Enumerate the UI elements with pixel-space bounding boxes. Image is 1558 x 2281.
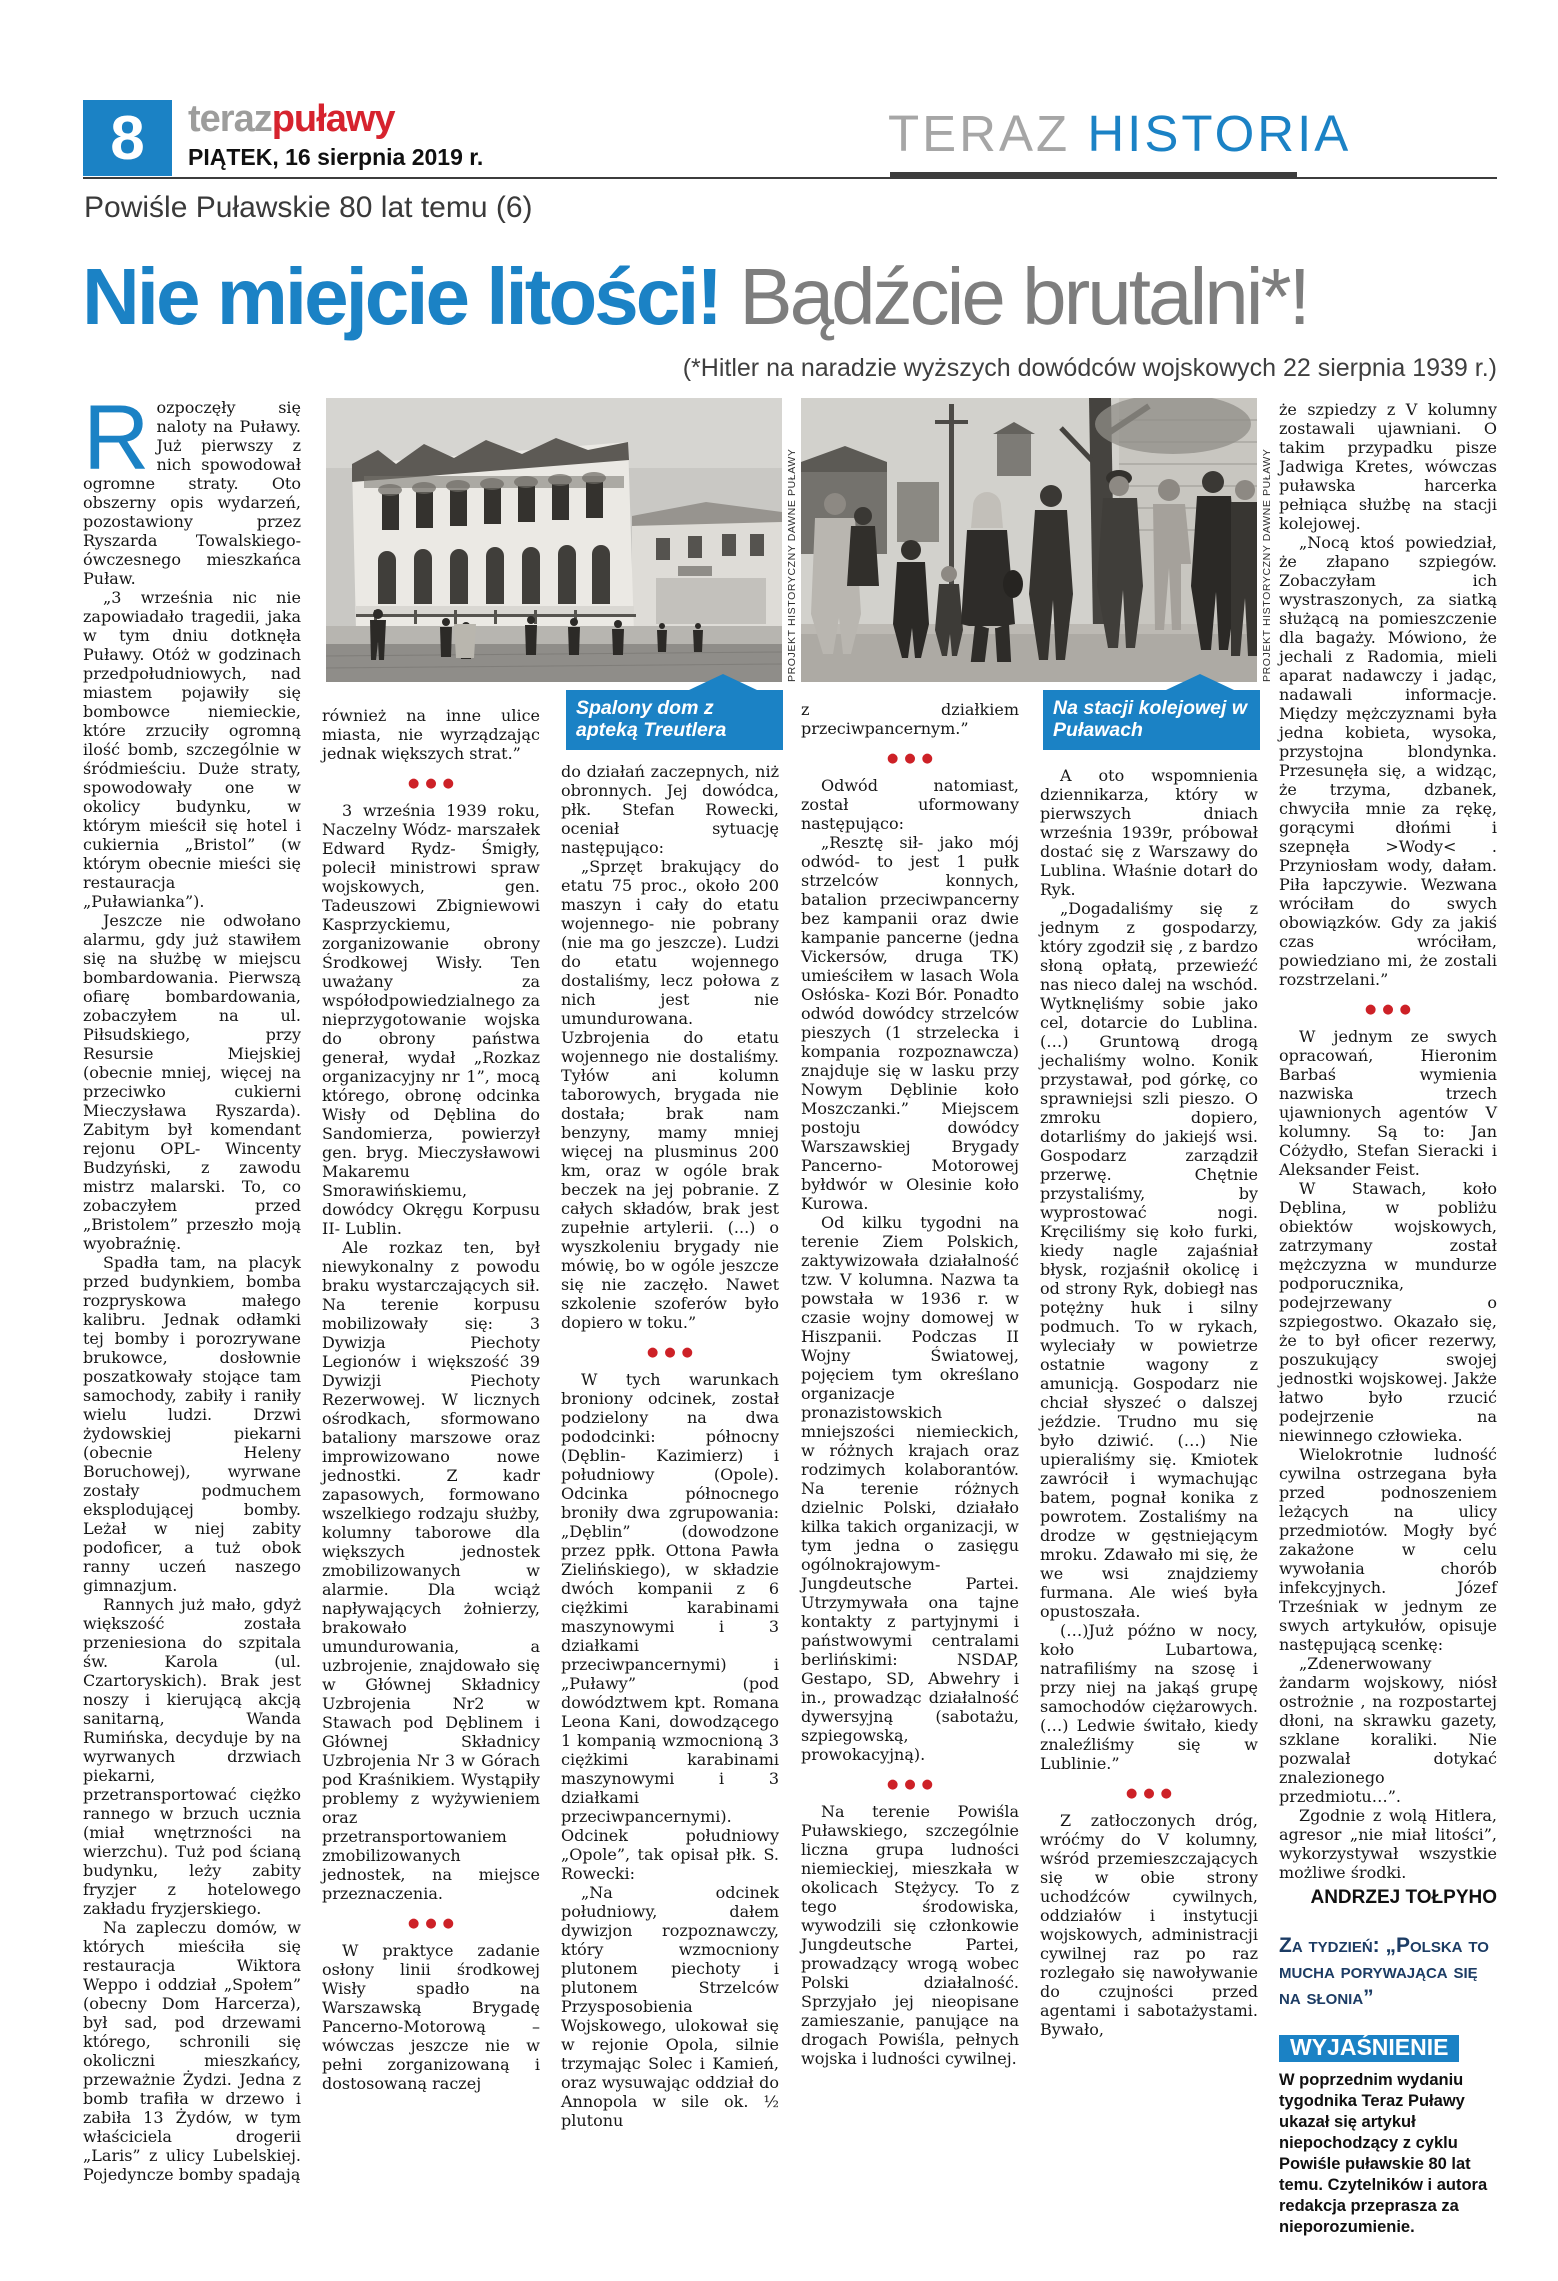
separator-dots: ●●● [1125, 1786, 1179, 1801]
article-paragraph: W praktyce zadanie osłony linii środkowej Wisły spadło na Warszawską Brygadę Pancerno-Motorową – wówczas jeszcze nie w pełni zorganizowaną i dostosowaną raczej [322, 1941, 540, 2093]
clarification-box-text: W poprzednim wydaniu tygodnika Teraz Puławy ukazał się artykuł niepochodzący z cyklu Powiśle puławskie 80 lat temu. Czytelników i autora redakcja przeprasza za nieporozumienie. [1279, 2071, 1488, 2236]
article-paragraph: Ale rozkaz ten, był niewykonalny z powodu braku wystarczających sił. Na terenie korpusu mobilizowały się: 3 Dywizja Piechoty Legionów i większość 39 Dywizji Piechoty Rezerwowej. W licznych ośrodkach, sformowano bataliony marszowe oraz improwizowano nowe jednostki. Z kadr zapasowych, formowano wszelkiego rodzaju służby, kolumny taborowe dla większych jednostek zmobilizowanych w alarmie. Dla wciąż napływających żołnierzy, brakowało umundurowania, a uzbrojenie, znajdowało się w Głównej Składnicy Uzbrojenia Nr2 w Stawach pod Dęblinem i Głównej Składnicy Uzbrojenia Nr 3 w Górach pod Kraśnikiem. Wystąpiły problemy z wyżywieniem oraz przetransportowaniem zmobilizowanych jednostek, na miejsce przeznaczenia. [322, 1238, 540, 1903]
series-kicker: Powiśle Puławskie 80 lat temu (6) [84, 191, 533, 224]
logo-teraz: teraz [188, 98, 272, 140]
article-paragraph: Wielokrotnie ludność cywilna ostrzegana była przed podnoszeniem leżących na ulicy przedmiotów. Mogły być zakażone w celu wywołania chorób infekcyjnych. Józef Trześniak w jednym ze swych artykułów, opisuje następującą scenkę: [1279, 1445, 1497, 1654]
headline-secondary: Bądźcie brutalni*! [720, 252, 1308, 341]
article-paragraph: również na inne ulice miasta, nie wyrządzając jednak większych strat.” [322, 706, 540, 763]
article-column-2 [322, 706, 540, 2093]
article-column-6 [1279, 400, 1497, 2238]
article-paragraph: Na zapleczu domów, w których mieściła się restauracja Wiktora Weppo i oddział „Społem” (obecny Dom Harcerza), był sad, pod drzewami którego, schronili się okoliczni mieszkańcy, przeważnie Żydzi. Jedna z bomb trafiła w drzewo i zabiła 13 Żydów, w tym właściciela drogerii „Laris” z ulicy Lubelskiej. Pojedyncze bomby spadają [83, 1918, 301, 2184]
page-number-box [83, 100, 172, 176]
photo-credit: PROJEKT HISTORYCZNY DAWNE PUŁAWY [1261, 448, 1273, 682]
article-column-1 [83, 387, 301, 2184]
article-paragraph: (…)Już późno w nocy, koło Lubartowa, natrafiliśmy na szosę i przy niej na jakąś grupę samochodów ciężarowych. (…) Ledwie świtało, kiedy znaleźliśmy się w Lublinie.” [1040, 1621, 1258, 1773]
article-paragraph: Rannych już mało, gdyż większość została przeniesiona do szpitala św. Karola (ul. Czartoryskich). Brak jest noszy i kierującą akcją sanitarną, Wanda Rumińska, decyduje by na wyrwanych drzwiach piekarni, przetransportować ciężko rannego w brzuch ucznia (miał wnętrzności na wierzchu). Tuż pod ścianą budynku, leży zabity fryzjer z hotelowego zakładu fryzjerskiego. [83, 1595, 301, 1918]
separator-dots: ●●● [646, 1345, 700, 1360]
separator-dots: ●●● [886, 751, 940, 766]
article-paragraph: do działań zaczepnych, niż obronnych. Jej dowódca, płk. Stefan Rowecki, oceniał sytuację następująco: [561, 762, 779, 857]
author-byline: ANDRZEJ TOŁPYHO [1310, 1887, 1497, 1908]
article-column-3 [561, 762, 779, 2130]
article-paragraph: „Dogadaliśmy się z jednym z gospodarzy, który zgodził się , z bardzo słoną opłatą, przewieźć nas nieco dalej na wschód. Wytknęliśmy sobie jako cel, dotarcie do Lublina. (…) Gruntową drogą jechaliśmy wolno. Konik przystawał, pod górkę, co sprawniejsi szli pieszo. O zmroku dopiero, dotarliśmy do jakiejś wsi. Gospodarz zarządził przerwę. Chętnie przystaliśmy, by wyprostować nogi. Kręciliśmy się koło furki, kiedy nagle zajaśniał błysk, rozjaśnił okolicę i od strony Ryk, dobiegł nas potężny huk i silny podmuch. To w rykach, wyleciały w powietrze ostatnie wagony z amunicją. Gospodarz nie chciał słyszeć o dalszej jeździe. Trudno mu się było dziwić. (…) Nie upieraliśmy się. Kmiotek zawrócił i wymachując batem, pognał konika z powrotem. Zostaliśmy na drodze w gęstniejącym mroku. Zdawało mi się, że we wsi znajdziemy furmana. Ale wieś była opustoszała. [1040, 899, 1258, 1621]
article-paragraph: Jeszcze nie odwołano alarmu, gdy już stawiłem się na służbę w miejscu bombardowania. Pierwszą ofiarę bombardowania, zobaczyłem na ul. Piłsudskiego, przy Resursie Miejskiej (obecnie mniej, więcej na przeciwko cukierni Mieczysława Ryszarda). Zabitym był komendant rejonu OPL- Wincenty Budzyński, z zawodu mistrz malarski. To, co zobaczyłem przed „Bristolem” przeszło moją wyobraźnię. [83, 911, 301, 1253]
article-paragraph: „Resztę sił- jako mój odwód- to jest 1 pułk strzelców konnych, batalion przeciwpancerny bez kampanii oraz dwie kampanie pancerne (jedna Vickersów, druga TK) umieściłem w lasach Wola Osłóska- Kozi Bór. Ponadto odwód dowódcy strzelców pieszych (1 strzelecka i kompania rozpoznawcza) znajduje się w lasku przy Nowym Dęblinie koło Moszczanki.” Miejscem postoju dowódcy Warszawskiej Brygady Pancerno- Motorowej byłdwór w Olesinie koło Kurowa. [801, 833, 1019, 1213]
logo-pulawy: puławy [271, 98, 395, 140]
article-paragraph: „Na odcinek południowy, dałem dywizjon rozpoznawczy, który wzmocniony plutonem piechoty i plutonem Strzelców Przysposobienia Wojskowego, ulokował się w rejonie Opola, silnie trzymając Solec i Kamień, oraz wysuwając oddział do Annopola w sile ok. ½ plutonu [561, 1883, 779, 2130]
article-paragraph: Odwód natomiast, został uformowany następująco: [801, 776, 1019, 833]
separator-dots: ●●● [407, 776, 461, 791]
article-paragraph: Od kilku tygodni na terenie Ziem Polskich, zaktywizowała działalność tzw. V kolumna. Nazwa ta powstała w 1936 r. w czasie wojny domowej w Hiszpanii. Podczas II Wojny Światowej, pojęciem tym określano organizacje pronazistowskich mniejszości niemieckich, w różnych krajach oraz rodzimych kolaborantów. Na terenie różnych dzielnic Polski, działało kilka takich organizacji, w tym jedna o zasięgu ogólnokrajowym- Jungdeutsche Partei. Utrzymywała ona tajne kontakty z partyjnymi i państwowymi centralami berlińskimi: NSDAP, Gestapo, SD, Abwehry i in., prowadząc działalność dywersyjną (sabotażu, szpiegowską, prowokacyjną). [801, 1213, 1019, 1764]
article-paragraph: Zgodnie z wolą Hitlera, agresor „nie miał litości”, wykorzystywał wszystkie możliwe środki. [1279, 1806, 1497, 1882]
separator-dots: ●●● [1364, 1002, 1418, 1017]
article-paragraph: „Sprzęt brakujący do etatu 75 proc., około 200 maszyn i cały do etatu wojennego- nie pobrany (nie ma go jeszcze). Ludzi do etatu wojennego dostaliśmy, lecz połowa z nich jest nie umundurowana. Uzbrojenia do etatu wojennego nie dostaliśmy. Tyłów ani kolumn taborowych, brygada nie dostała; brak nam benzyny, mamy mniej więcej na plusminus 200 km, oraz w ogóle brak beczek na jej pobranie. Z całych składów, brak jest zupełnie artylerii. (...) o wyszkoleniu brygady nie mówię, bo w ogóle jeszcze się nie zaczęło. Nawet szkolenie szoferów było dopiero w toku.” [561, 857, 779, 1332]
article-paragraph: „3 września nic nie zapowiadało tragedii, jaka w tym dniu dotknęła Puławy. Otóż w godzinach przedpołudniowych, nad miastem pojawiły się bombowce niemieckie, które zrzuciły ogromną ilość bomb, szczególnie w śródmieściu. Duże straty, spowodowały one w okolicy budynku, w którym mieścił się hotel i cukiernia „Bristol” (w którym obecnie mieści się restauracja „Puławianka”). [83, 588, 301, 911]
section-teraz: TERAZ [888, 105, 1088, 162]
date-line: PIĄTEK, 16 sierpnia 2019 r. [188, 144, 484, 170]
article-paragraph: Z zatłoczonych dróg, wróćmy do V kolumny, wśród przemieszczających się w obie strony uchodźców cywilnych, oddziałów i instytucji wojskowych, administracji cywilnej raz po raz rozlegało się nawoływanie do czujności przed agentami i sabotażystami. Bywało, [1040, 1811, 1258, 2039]
separator-dots: ●●● [886, 1777, 940, 1792]
photo-railway-station [801, 398, 1275, 682]
section-title [888, 104, 1351, 163]
photo-caption-railway-station: Na stacji kolejowej w Puławach [1043, 690, 1260, 750]
ruined-building-illustration [326, 398, 782, 682]
article-paragraph: że szpiedzy z V kolumny zostawali ujawniani. O takim przypadku pisze Jadwiga Kretes, wówczas puławska harcerka pełniąca służbę na stacji kolejowej. [1279, 400, 1497, 533]
separator-dots: ●●● [407, 1916, 461, 1931]
article-column-5 [1040, 766, 1258, 2039]
article-paragraph: A oto wspomnienia dziennikarza, który w pierwszych dniach września 1939r, próbował dostać się z Warszawy do Lublina. Właśnie dotarł do Ryk. [1040, 766, 1258, 899]
article-paragraph: 3 września 1939 roku, Naczelny Wódz- marszałek Edward Rydz- Śmigły, polecił ministrowi spraw wojskowych, gen. Tadeuszowi Zbigniewowi Kasprzyckiemu, zorganizowanie obrony Środkowej Wisły. Ten uważany za współodpowiedzialnego za nieprzygotowanie wojska do obrony państwa generał, wydał „Rozkaz organizacyjny nr 1”, mocą którego, obronę odcinka Wisły od Dęblina do Sandomierza, powierzył gen. bryg. Mieczysławowi Makaremu Smorawińskiemu, dowódcy Okręgu Korpusu II- Lublin. [322, 801, 540, 1238]
header-rule-thin [83, 177, 1497, 179]
page-number: 8 [110, 103, 145, 173]
station-crowd-illustration [801, 398, 1257, 682]
article-column-4 [801, 700, 1019, 2068]
next-week-teaser: Za tydzień: „Polska to mucha porywająca się na słonia” [1279, 1934, 1489, 2009]
article-paragraph: W tych warunkach broniony odcinek, został podzielony na dwa pododcinki: północny (Dęblin- Kazimierz) i południowy (Opole). Odcinka północnego broniły dwa zgrupowania: „Dęblin” (dowodzone przez ppłk. Ottona Pawła Zielińskiego), w składzie dwóch kompanii z 6 ciężkimi karabinami maszynowymi i 3 działkami przeciwpancernymi) i „Puławy” (pod dowództwem kpt. Romana Leona Kani, dowodzącego 1 kompanią wzmocnioną 3 ciężkimi karabinami maszynowymi i 3 działkami przeciwpancernymi). Odcinek południowy „Opole”, tak opisał płk. S. Rowecki: [561, 1370, 779, 1883]
headline-footnote: (*Hitler na naradzie wyższych dowódców wojskowych 22 sierpnia 1939 r.) [682, 354, 1497, 382]
article-paragraph: Rozpoczęły się naloty na Puławy. Już pierwszy z nich spowodował ogromne straty. Oto obszerny opis wydarzeń, pozostawiony przez Ryszarda Towalskiego- ówczesnego mieszkańca Puław. [83, 387, 301, 588]
article-paragraph: W Stawach, koło Dęblina, w pobliżu obiektów wojskowych, zatrzymany został mężczyzna w mundurze podporucznika, podejrzewany o szpiegostwo. Okazało się, że to był oficer rezerwy, poszukujący swojej jednostki wojskowej. Jakże łatwo było rzucić podejrzenie na niewinnego człowieka. [1279, 1179, 1497, 1445]
article-paragraph: z działkiem przeciwpancernym.” [801, 700, 1019, 738]
headline-main: Nie miejcie litości! [82, 252, 721, 341]
article-paragraph: Spadła tam, na placyk przed budynkiem, bomba rozpryskowa małego kalibru. Jednak odłamki tej bomby i porozrywane brukowce, dosłownie poszatkowały stojące tam samochody, zabiły i raniły wielu ludzi. Drzwi żydowskiej piekarni (obecnie Heleny Boruchowej), wyrwane zostały podmuchem eksplodującej bomby. Leżał w niej zabity podoficer, a tuż obok ranny uczeń naszego gimnazjum. [83, 1253, 301, 1595]
clarification-box-title: WYJAŚNIENIE [1279, 2035, 1459, 2062]
article-paragraph: „Nocą ktoś powiedział, że złapano szpiegów. Zobaczyłam ich wystraszonych, za siatką służącą na pomieszczenie dla bagaży. Mówiono, że jechali z Radomia, mieli aparat nadawczy i jadąc, nadawali informacje. Między mężczyznami była jedna kobieta, wysoka, przystojna blondynka. Przesunęła się, a widząc, że trzyma, dzbanek, chwyciła mnie za rękę, gorącymi dłońmi i szepnęła >Wody< . Przyniosłam wody, dałam. Piła łapczywie. Wezwana wróciłam do swych obowiązków. Gdy za jakiś czas wróciłam, powiedziano mi, że zostali rozstrzelani.” [1279, 533, 1497, 989]
photo-ruined-house [326, 398, 800, 682]
article-paragraph: W jednym ze swych opracowań, Hieronim Barbaś wymienia nazwiska trzech ujawnionych agentów V kolumny. Są to: Jan Cóżydło, Stefan Sieracki i Aleksander Feist. [1279, 1027, 1497, 1179]
photo-credit: PROJEKT HISTORYCZNY DAWNE PUŁAWY [786, 448, 798, 682]
article-paragraph: Na terenie Powiśla Puławskiego, szczególnie liczna grupa ludności niemieckiej, mieszkała w okolicach Stężycy. To z tego środowiska, wywodzili się członkowie Jungdeutsche Partei, prowadzący wrogą wobec Polski działalność. Sprzyjało jej nieopisane zamieszanie, panujące na drogach Powiśla, pełnych wojska i ludności cywilnej. [801, 1802, 1019, 2068]
photo-caption-ruined-house: Spalony dom z apteką Treutlera [566, 690, 783, 750]
drop-cap: R [83, 387, 150, 489]
article-paragraph: „Zdenerwowany żandarm wojskowy, niósł ostrożnie , na rozpostartej dłoni, na skrawku gazety, szklane koraliki. Nie pozwalał dotykać znalezionego przedmiotu…”. [1279, 1654, 1497, 1806]
masthead-logo [188, 98, 395, 141]
section-historia: HISTORIA [1087, 105, 1352, 162]
